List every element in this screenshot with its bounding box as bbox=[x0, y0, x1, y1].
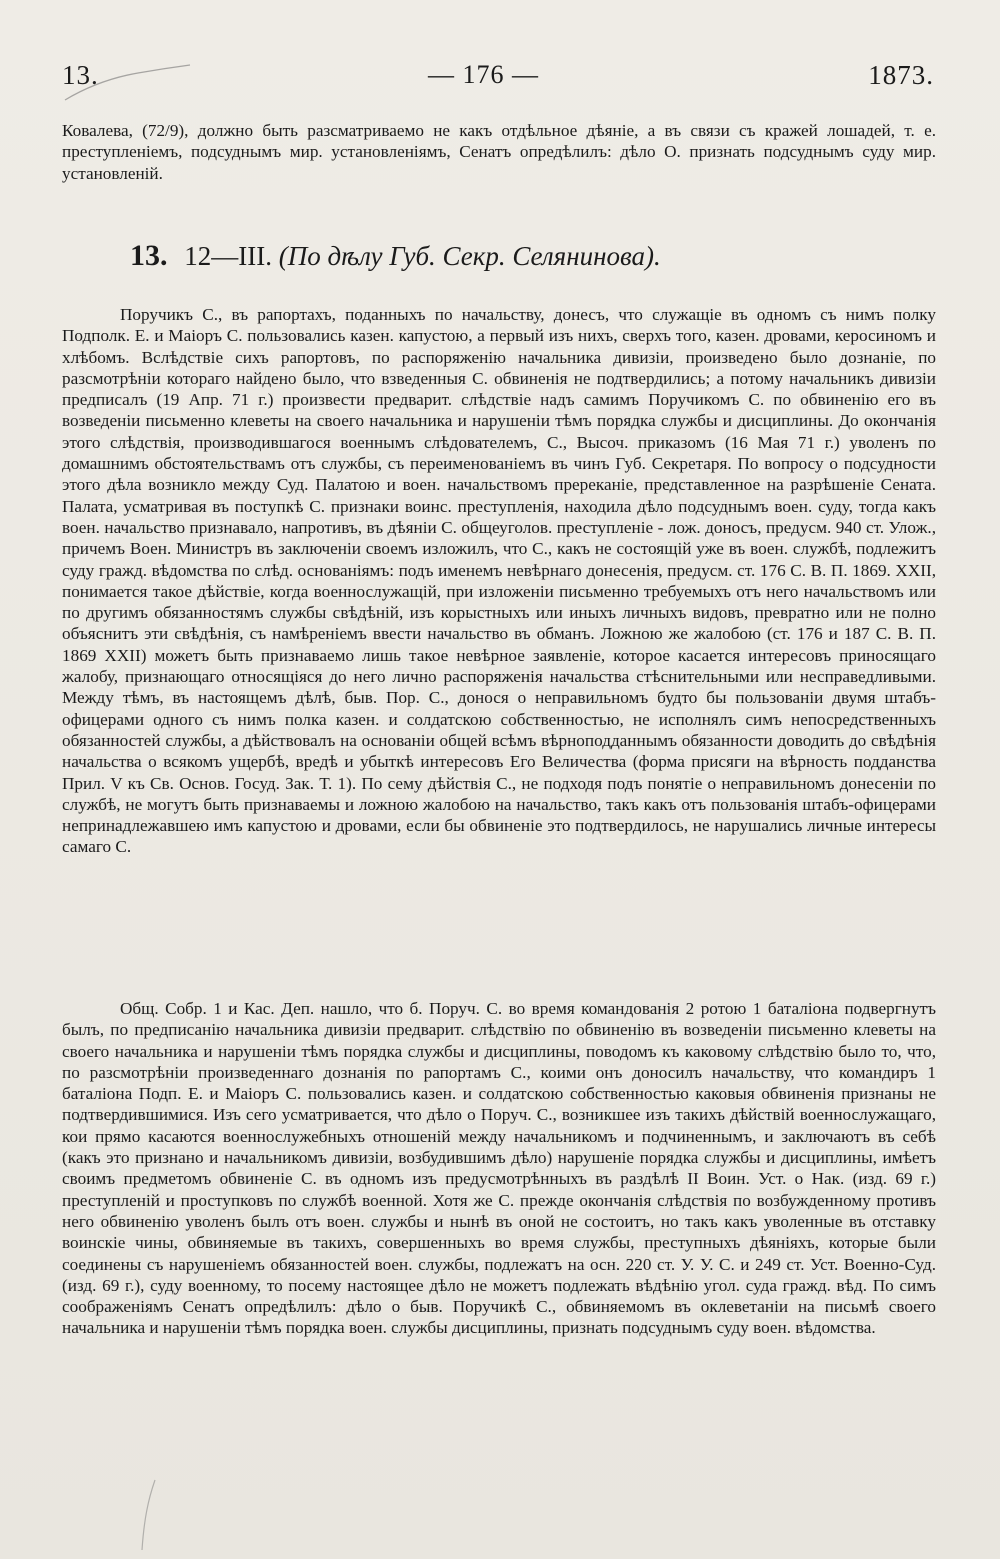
page-number: — 176 — bbox=[428, 60, 539, 89]
body-paragraph-2 bbox=[62, 998, 936, 1339]
intro-text: Ковалева, (72/9), должно быть разсматриваемо не какъ отдѣльное дѣяніе, а въ связи съ кражей лошадей, т. е. преступленіемъ, подсуднымъ мир. установленіямъ, Сенатъ опредѣлилъ: дѣло О. признать подсуднымъ суду мир. установленій. bbox=[62, 121, 936, 183]
running-header bbox=[62, 58, 934, 92]
case-date: 12—III. bbox=[184, 241, 272, 271]
intro-paragraph bbox=[62, 120, 936, 184]
body-paragraph-1 bbox=[62, 304, 936, 858]
paragraph-text: Поручикъ С., въ рапортахъ, поданныхъ по начальству, донесъ, что служащіе въ одномъ съ нимъ полку Подполк. Е. и Маіоръ С. пользовались казен. капустою, а первый изъ нихъ, сверхъ того, казен. дровами, керосиномъ и хлѣбомъ. Вслѣдствіе сихъ рапортовъ, по распоряженію начальника дивизіи, произведено было дознаніе, по разсмотрѣніи котораго найдено было, что взведенныя С. обвиненія не подтвердились; а потому начальникъ дивизіи предписалъ (19 Апр. 71 г.) произвести предварит. слѣдствіе надъ самимъ Поручикомъ С. по обвиненію его въ возведеніи письменно клеветы на своего начальника и нарушеніи тѣмъ порядка службы и дисциплины. До окончанія этого слѣдствія, производившагося военнымъ слѣдователемъ, С., Высоч. приказомъ (16 Мая 71 г.) уволенъ по домашнимъ обстоятельствамъ отъ службы, съ переименованіемъ въ чинъ Губ. Секретаря. По вопросу о подсудности этого дѣла возникло между Суд. Палатою и воен. начальствомъ пререканіе, представленное на разрѣшеніе Сената. Палата, усматривая въ поступкѣ С. признаки воинс. преступленія, находила дѣло подсуднымъ воен. суду, тогда какъ воен. начальство признавало, напротивъ, въ дѣяніи С. общеуголов. преступленіе - лож. доносъ, предусм. 940 ст. Улож., причемъ Воен. Министръ въ заключеніи своемъ изложилъ, что С., какъ не состоящій уже въ воен. службѣ, подлежитъ суду гражд. вѣдомства по слѣд. основаніямъ: подъ именемъ невѣрнаго донесенія, предусм. ст. 176 С. В. П. 1869. XXII, понимается такое дѣйствіе, когда военнослужащій, при изложеніи письменно требуемыхъ отъ него начальствомъ или по другимъ обязанностямъ службы свѣдѣній, изъ корыстныхъ или иныхъ личныхъ видовъ, превратно или не полно объяснитъ эти свѣдѣнія, съ намѣреніемъ ввести начальство въ обманъ. Ложною же жалобою (ст. 176 и 187 С. В. П. 1869 XXII) можетъ быть признаваемо лишь такое невѣрное заявленіе, которое касается интересовъ приносящаго жалобу, признающаго относящіяся до него лично распоряженія начальства стѣснительными или несправедливыми. Между тѣмъ, въ настоящемъ дѣлѣ, быв. Пор. С., донося о неправильномъ будто бы пользованіи двумя штабъ-офицерами одного съ нимъ полка казен. и солдатскою собственностью, не исполнялъ симъ непосредственныхъ обязанностей службы, а дѣйствовалъ на основаніи общей всѣмъ вѣрноподданнымъ обязанности доводить до свѣдѣнія начальства о всякомъ ущербѣ, вредѣ и убыткѣ интересовъ Его Величества (форма присяги на вѣрность подданства Прил. V къ Св. Основ. Госуд. Зак. Т. 1). По сему дѣйствія С., не подходя подъ понятіе о неправильномъ донесеніи по службѣ, не могутъ быть признаваемы и ложною жалобою на начальство, такъ какъ отъ пользованія штабъ-офицерами непринадлежавшею имъ капустою и дровами, если бы обвиненіе это подтвердилось, не нарушались личные интересы самаго С. bbox=[62, 305, 936, 857]
paragraph-text: Общ. Собр. 1 и Кас. Деп. нашло, что б. Поруч. С. во время командованія 2 ротою 1 баталіона подвергнутъ былъ, по предписанію начальника дивизіи предварит. слѣдствію по обвиненію въ возведеніи письменно клеветы на своего начальника и нарушеніи тѣмъ порядка службы и дисциплины, поводомъ къ каковому слѣдствію было то, что, по разсмотрѣніи произведеннаго дознанія по рапортамъ С., коими онъ доносилъ начальству, что командиръ 1 баталіона Подп. Е. и Маіоръ С. пользовались казен. и солдатскою собственностью каковыя обвиненія признаны не подтвердившимися. Изъ сего усматривается, что дѣло о Поруч. С., возникшее изъ такихъ дѣйствій военнослужащаго, кои прямо касаются военнослужебныхъ отношеній между начальникомъ и подчиненнымъ, и заключаютъ въ себѣ (какъ это признано и начальникомъ дивизіи, возбудившимъ дѣло) нарушеніе порядка службы и дисциплины, имѣетъ своимъ предметомъ обвиненіе С. въ одномъ изъ предусмотрѣнныхъ въ раздѣлѣ II Воин. Уст. о Нак. (изд. 69 г.) преступленій и проступковъ по службѣ военной. Хотя же С. прежде окончанія слѣдствія по возбужденному противъ него обвиненію уволенъ былъ отъ воен. службы и нынѣ въ оной не состоитъ, но такъ какъ уволенные въ отставку воинскіе чины, обвиняемые въ такихъ, совершенныхъ во время службы, преступныхъ дѣяніяхъ, которые были соединены съ нарушеніемъ обязанностей воен. службы, подлежатъ на осн. 220 ст. У. У. С. и 249 ст. Уст. Военно-Суд. (изд. 69 г.), суду военному, то посему настоящее дѣло не можетъ подлежать вѣдѣнію угол. суда гражд. вѣд. По симъ соображеніямъ Сенатъ опредѣлилъ: дѣло о быв. Поручикѣ С., обвиняемомъ въ оклеветаніи на письмѣ своего начальника и нарушеніи тѣмъ порядка воен. службы дисциплины, признать подсуднымъ суду воен. вѣдомства. bbox=[62, 999, 936, 1338]
header-case-number: 13. bbox=[62, 59, 99, 90]
pencil-mark-bottom bbox=[130, 1475, 170, 1555]
case-number: 13. bbox=[130, 239, 168, 272]
header-year: 1873. bbox=[868, 59, 934, 90]
case-title: (По дѣлу Губ. Секр. Селянинова). bbox=[278, 241, 661, 271]
case-heading bbox=[130, 238, 936, 274]
